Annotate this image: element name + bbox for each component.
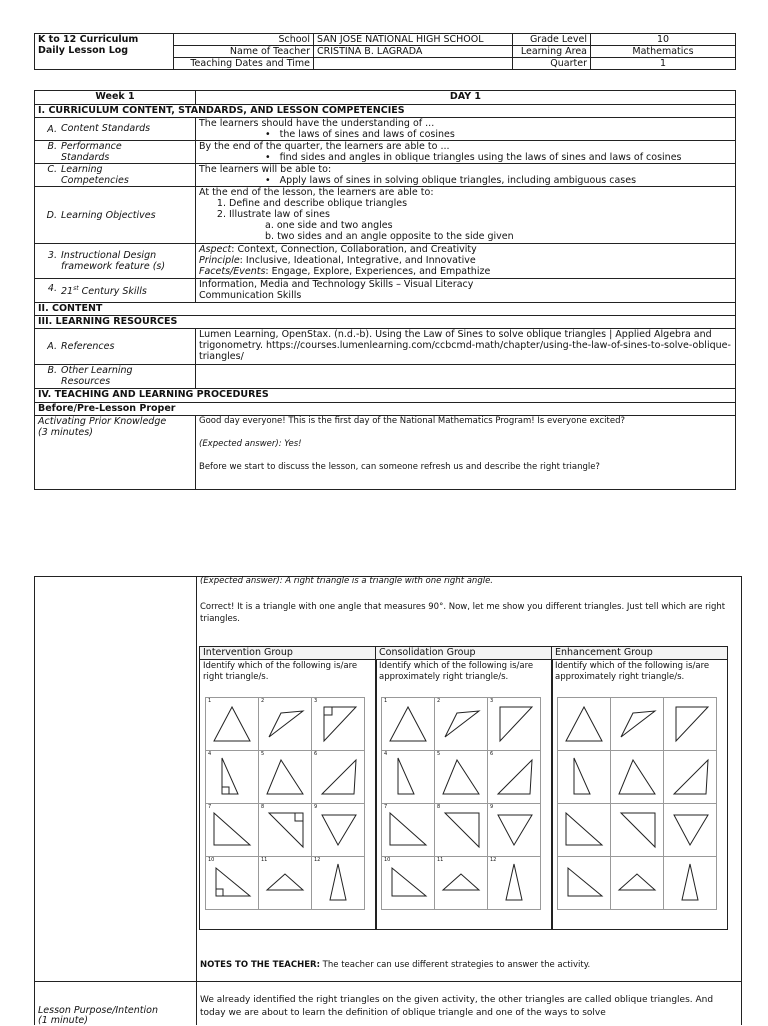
learning-objectives-text: At the end of the lesson, the learners are able to: 1. Define and describe oblique triangles 2. Illustrate law of sines a. one side and two angles b. two sides and an angle opposite to the side given: [196, 187, 736, 244]
page2-row-divider: [34, 981, 741, 982]
learning-objectives-label: D. Learning Objectives: [35, 187, 196, 244]
activating-prior-knowledge-label: Activating Prior Knowledge (3 minutes): [35, 416, 196, 490]
learning-competencies-text: The learners will be able to: • Apply laws of sines in solving oblique triangles, including ambiguous cases: [196, 164, 736, 187]
week-header: Week 1: [35, 91, 196, 105]
area-label: Learning Area: [513, 46, 591, 58]
area-value: Mathematics: [591, 46, 736, 58]
triangle-1: 1: [382, 698, 435, 751]
group-name: Intervention Group: [200, 647, 376, 660]
section-learning-resources: III. LEARNING RESOURCES: [35, 316, 736, 329]
dates-value: [314, 58, 513, 70]
consolidation-triangle-grid: [381, 697, 541, 910]
triangle-8: 8: [435, 804, 488, 857]
performance-standards-text: By the end of the quarter, the learners are able to ... • find sides and angles in oblique triangles using the laws of sines and laws of cosines: [196, 141, 736, 164]
triangle-12: 12: [488, 857, 541, 910]
correct-text: Correct! It is a triangle with one angle that measures 90°. Now, let me show you different triangles. Just tell which are right triangles.: [200, 602, 726, 624]
triangle-11: 11: [259, 857, 312, 910]
learning-competencies-label: C. Learning Competencies: [35, 164, 196, 187]
quarter-value: 1: [591, 58, 736, 70]
references-text: Lumen Learning, OpenStax. (n.d.-b). Using the Law of Sines to solve oblique triangles | Applied Algebra and trigonometry. https://courses.lumenlearning.com/ccbcmd-math/chapter/using-the-law-of-sines-to-solve-oblique-triangles/: [196, 329, 736, 365]
other-resources-label: B. Other Learning Resources: [35, 365, 196, 389]
triangle-4: 4: [206, 751, 259, 804]
triangle-1: 1: [206, 698, 259, 751]
triangle-1: [558, 698, 611, 751]
triangle-5: 5: [259, 751, 312, 804]
triangle-12: [664, 857, 717, 910]
triangle-3: [664, 698, 717, 751]
triangle-6: 6: [312, 751, 365, 804]
triangle-9: 9: [312, 804, 365, 857]
triangle-5: [611, 751, 664, 804]
triangle-8: [611, 804, 664, 857]
triangle-11: [611, 857, 664, 910]
instructional-design-label: 3. Instructional Design framework feature (s): [35, 244, 196, 279]
triangle-2: 2: [435, 698, 488, 751]
triangle-4: [558, 751, 611, 804]
triangle-3: 3: [312, 698, 365, 751]
lesson-purpose-text: We already identified the right triangles on the given activity, the other triangles are called oblique triangles. And today we are about to learn the definition of oblique triangle and one of the ways to solve: [200, 995, 714, 1018]
before-lesson-header: Before/Pre-Lesson Proper: [35, 403, 736, 416]
quarter-label: Quarter: [513, 58, 591, 70]
triangle-5: 5: [435, 751, 488, 804]
triangle-7: [558, 804, 611, 857]
day-header: DAY 1: [196, 91, 736, 105]
intervention-triangle-grid: [205, 697, 365, 910]
enhancement-triangle-grid: [557, 697, 717, 910]
lesson-log-title: K to 12 Curriculum Daily Lesson Log: [35, 34, 174, 70]
lesson-plan-table: [34, 90, 736, 490]
group-task: Identify which of the following is/are approximately right triangle/s.: [379, 661, 534, 682]
activating-prior-knowledge-text: Good day everyone! This is the first day of the National Mathematics Program! Is everyone excited? (Expected answer): Yes! Before we start to discuss the lesson, can someone refresh us and describe the right triangle?: [196, 416, 736, 490]
instructional-design-text: Aspect: Context, Connection, Collaboration, and Creativity Principle: Inclusive, Ideational, Integrative, and Innovative Facets/Events: Engage, Explore, Experiences, and Empathize: [196, 244, 736, 279]
header-table: [34, 33, 736, 70]
teacher-value: CRISTINA B. LAGRADA: [314, 46, 513, 58]
triangle-7: 7: [206, 804, 259, 857]
triangle-8: 8: [259, 804, 312, 857]
dates-label: Teaching Dates and Time: [174, 58, 314, 70]
triangle-4: 4: [382, 751, 435, 804]
triangle-12: 12: [312, 857, 365, 910]
triangle-3: 3: [488, 698, 541, 751]
section-procedures: IV. TEACHING AND LEARNING PROCEDURES: [35, 389, 736, 403]
triangle-9: [664, 804, 717, 857]
group-name: Consolidation Group: [376, 647, 552, 660]
century-skills-text: Information, Media and Technology Skills – Visual Literacy Communication Skills: [196, 279, 736, 303]
triangle-7: 7: [382, 804, 435, 857]
grade-label: Grade Level: [513, 34, 591, 46]
page2-left-column: [34, 576, 197, 1025]
group-task: Identify which of the following is/are right triangle/s.: [203, 661, 358, 682]
lesson-purpose-label: Lesson Purpose/Intention (1 minute): [38, 1005, 158, 1026]
triangle-11: 11: [435, 857, 488, 910]
triangle-2: 2: [259, 698, 312, 751]
performance-standards-label: B. Performance Standards: [35, 141, 196, 164]
school-value: SAN JOSE NATIONAL HIGH SCHOOL: [314, 34, 513, 46]
triangle-10: 10: [382, 857, 435, 910]
triangle-6: 6: [488, 751, 541, 804]
expected-answer: (Expected answer): A right triangle is a triangle with one right angle.: [200, 576, 494, 586]
triangle-6: [664, 751, 717, 804]
triangle-10: 10: [206, 857, 259, 910]
teacher-notes: NOTES TO THE TEACHER: The teacher can use different strategies to answer the activity.: [200, 960, 591, 970]
century-skills-label: 4. 21st Century Skills: [35, 279, 196, 303]
teacher-label: Name of Teacher: [174, 46, 314, 58]
references-label: A. References: [35, 329, 196, 365]
section-curriculum: I. CURRICULUM CONTENT, STANDARDS, AND LESSON COMPETENCIES: [35, 105, 736, 118]
content-standards-label: A. Content Standards: [35, 118, 196, 141]
triangle-10: [558, 857, 611, 910]
triangle-2: [611, 698, 664, 751]
content-standards-text: The learners should have the understanding of ... • the laws of sines and laws of cosines: [196, 118, 736, 141]
other-resources-text: [196, 365, 736, 389]
section-content: II. CONTENT: [35, 303, 736, 316]
group-task: Identify which of the following is/are approximately right triangle/s.: [555, 661, 710, 682]
group-name: Enhancement Group: [552, 647, 727, 660]
grade-value: 10: [591, 34, 736, 46]
triangle-9: 9: [488, 804, 541, 857]
school-label: School: [174, 34, 314, 46]
